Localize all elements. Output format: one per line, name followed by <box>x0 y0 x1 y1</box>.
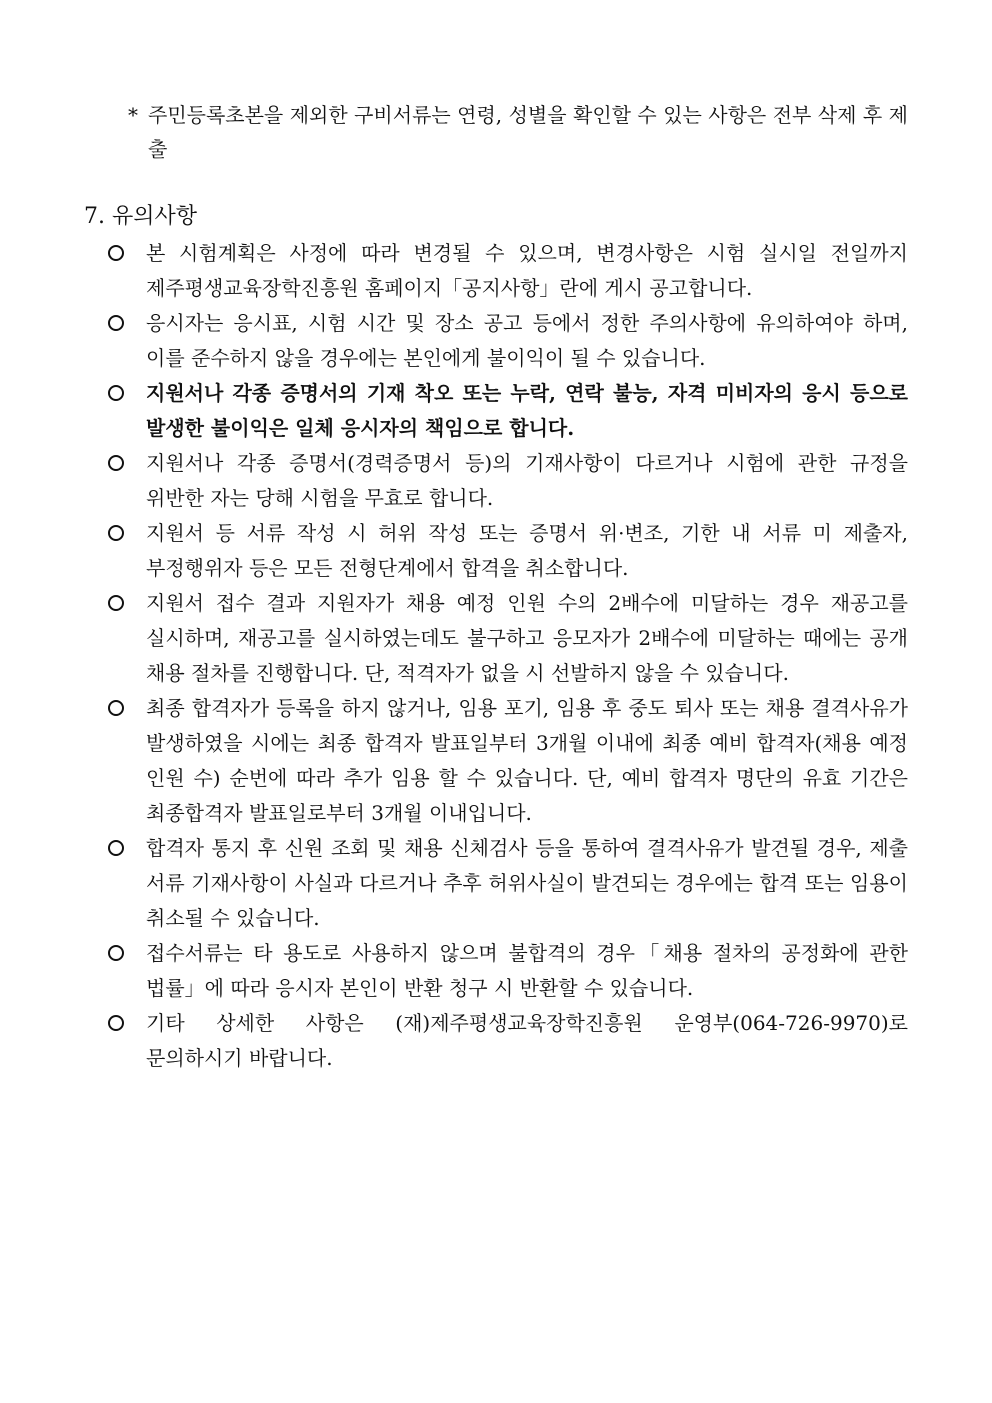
precautions-list <box>108 236 908 1076</box>
list-item-text: 지원서 등 서류 작성 시 허위 작성 또는 증명서 위·변조, 기한 내 서류 미 제출자, 부정행위자 등은 모든 전형단계에서 합격을 취소합니다. <box>146 521 908 580</box>
circle-bullet-icon <box>108 525 124 541</box>
circle-bullet-icon <box>108 455 124 471</box>
list-item <box>108 586 908 691</box>
list-item <box>108 446 908 516</box>
list-item-text: 기타 상세한 사항은 (재)제주평생교육장학진흥원 운영부(064-726-9970)로 문의하시기 바랍니다. <box>146 1011 908 1070</box>
circle-bullet-icon <box>108 1015 124 1031</box>
section-title: 7. 유의사항 <box>84 204 197 229</box>
list-item-text: 지원서 접수 결과 지원자가 채용 예정 인원 수의 2배수에 미달하는 경우 재공고를 실시하며, 재공고를 실시하였는데도 불구하고 응모자가 2배수에 미달하는 때에는 공개 채용 절차를 진행합니다. 단, 적격자가 없을 시 선발하지 않을 수 있습니다. <box>146 591 908 685</box>
circle-bullet-icon <box>108 595 124 611</box>
list-item <box>108 1006 908 1076</box>
list-item <box>108 691 908 831</box>
list-item <box>108 831 908 936</box>
circle-bullet-icon <box>108 315 124 331</box>
list-item <box>108 516 908 586</box>
circle-bullet-icon <box>108 700 124 716</box>
list-item-text: 응시자는 응시표, 시험 시간 및 장소 공고 등에서 정한 주의사항에 유의하여야 하며, 이를 준수하지 않을 경우에는 본인에게 불이익이 될 수 있습니다. <box>146 311 908 370</box>
circle-bullet-icon <box>108 385 124 401</box>
list-item-text: 최종 합격자가 등록을 하지 않거나, 임용 포기, 임용 후 중도 퇴사 또는 채용 결격사유가 발생하였을 시에는 최종 합격자 발표일부터 3개월 이내에 최종 예비 합격자(채용 예정 인원 수) 순번에 따라 추가 임용 할 수 있습니다. 단, 예비 합격자 명단의 유효 기간은 최종합격자 발표일로부터 3개월 이내입니다. <box>146 696 908 825</box>
note-marker: * <box>128 103 138 127</box>
list-item-text: 합격자 통지 후 신원 조회 및 채용 신체검사 등을 통하여 결격사유가 발견될 경우, 제출 서류 기재사항이 사실과 다르거나 추후 허위사실이 발견되는 경우에는 합격 또는 임용이 취소될 수 있습니다. <box>146 836 908 930</box>
list-item <box>108 306 908 376</box>
list-item-text: 본 시험계획은 사정에 따라 변경될 수 있으며, 변경사항은 시험 실시일 전일까지 제주평생교육장학진흥원 홈페이지「공지사항」란에 게시 공고합니다. <box>146 241 908 300</box>
list-item-text: 지원서나 각종 증명서의 기재 착오 또는 누락, 연락 불능, 자격 미비자의 응시 등으로 발생한 불이익은 일체 응시자의 책임으로 합니다. <box>146 381 908 440</box>
list-item <box>108 236 908 306</box>
note-text: 주민등록초본을 제외한 구비서류는 연령, 성별을 확인할 수 있는 사항은 전부 삭제 후 제출 <box>148 103 908 161</box>
list-item-text: 지원서나 각종 증명서(경력증명서 등)의 기재사항이 다르거나 시험에 관한 규정을 위반한 자는 당해 시험을 무효로 합니다. <box>146 451 908 510</box>
circle-bullet-icon <box>108 840 124 856</box>
list-item-emphasized <box>108 376 908 446</box>
circle-bullet-icon <box>108 245 124 261</box>
document-submission-note <box>128 98 908 166</box>
list-item <box>108 936 908 1006</box>
list-item-text: 접수서류는 타 용도로 사용하지 않으며 불합격의 경우「채용 절차의 공정화에 관한 법률」에 따라 응시자 본인이 반환 청구 시 반환할 수 있습니다. <box>146 941 908 1000</box>
circle-bullet-icon <box>108 945 124 961</box>
